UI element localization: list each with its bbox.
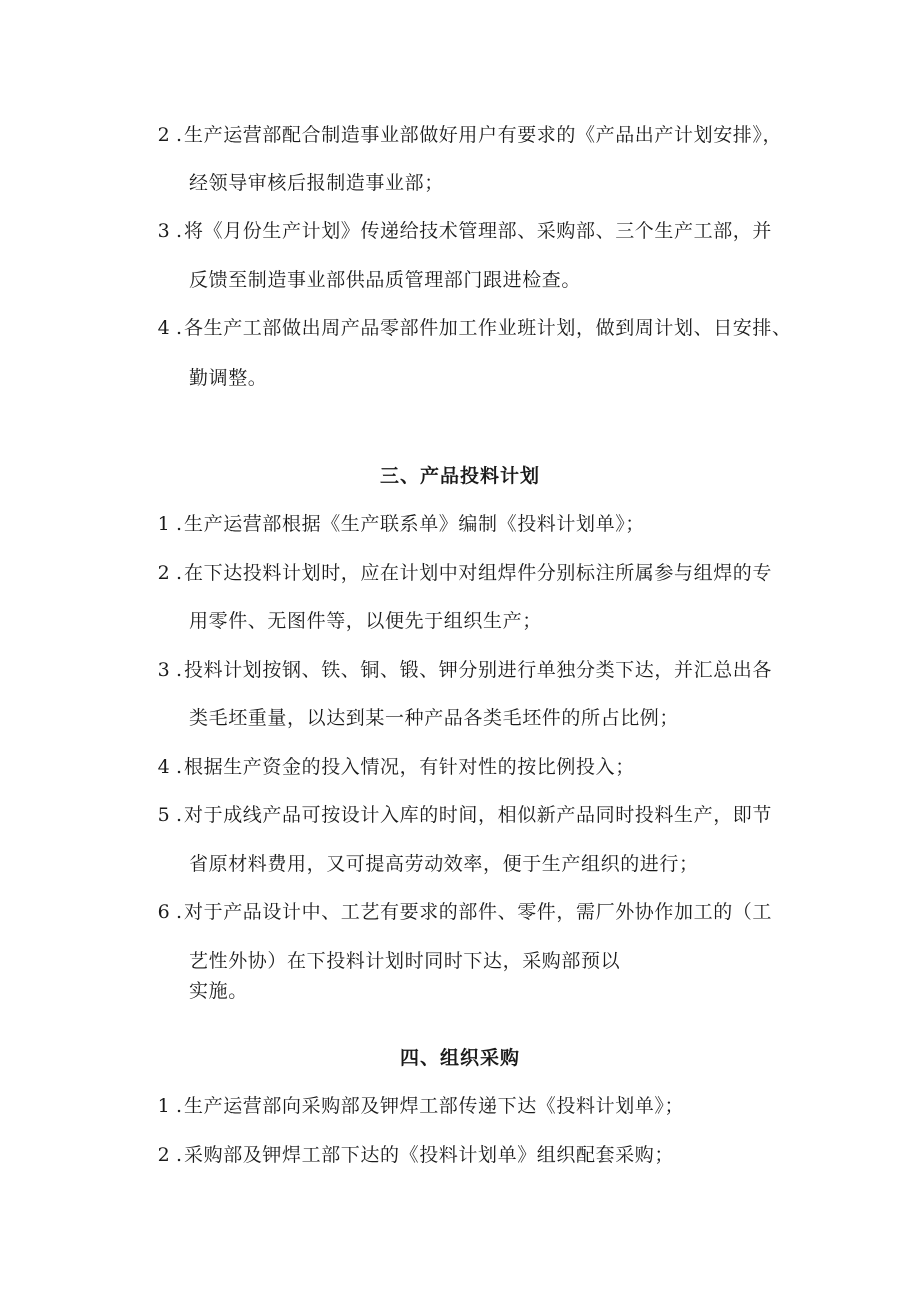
item-number: 2 <box>157 124 171 146</box>
item-line-cont: 反馈至制造事业部供品质管理部门跟进检查。 <box>189 269 582 291</box>
item-text: 对于成线产品可按设计入库的时间，相似新产品同时投料生产，即节 <box>184 804 773 826</box>
item-line: 1 .生产运营部根据《生产联系单》编制《投料计划单》； <box>152 512 645 536</box>
item-line-cont: 用零件、无图件等，以便先于组织生产； <box>189 610 542 632</box>
item-text: 对于产品设计中、工艺有要求的部件、零件，需厂外协作加工的（工 <box>184 901 773 923</box>
item-line: 2 .采购部及钾焊工部下达的《投料计划单》组织配套采购； <box>152 1143 674 1167</box>
item-number: 6 <box>157 901 171 923</box>
item-number: 4 <box>157 756 171 778</box>
item-line-cont: 省原材料费用，又可提高劳动效率，便于生产组织的进行； <box>189 853 699 875</box>
item-number: 2 <box>157 562 171 584</box>
item-line: 2 .生产运营部配合制造事业部做好用户有要求的《产品出产计划安排》， <box>152 123 782 147</box>
item-line: 3 .投料计划按钢、铁、铜、锻、钾分别进行单独分类下达，并汇总出各 <box>152 658 772 682</box>
item-line-cont: 类毛坯重量，以达到某一种产品各类毛坯件的所占比例； <box>189 707 680 729</box>
section-heading: 四、组织采购 <box>399 1047 520 1069</box>
item-line-cont: 经领导审核后报制造事业部； <box>189 172 444 194</box>
item-number: 4 <box>157 317 171 339</box>
item-line: 5 .对于成线产品可按设计入库的时间，相似新产品同时投料生产，即节 <box>152 803 772 827</box>
item-text: 生产运营部根据《生产联系单》编制《投料计划单》； <box>184 513 645 535</box>
item-line: 3 .将《月份生产计划》传递给技术管理部、采购部、三个生产工部，并 <box>152 219 772 243</box>
section-heading: 三、产品投料计划 <box>379 465 540 487</box>
item-number: 1 <box>157 513 171 535</box>
item-number: 3 <box>157 659 171 681</box>
item-line: 2 .在下达投料计划时，应在计划中对组焊件分别标注所属参与组焊的专 <box>152 561 772 585</box>
item-number: 2 <box>157 1144 171 1166</box>
item-number: 3 <box>157 220 171 242</box>
item-text: 生产运营部配合制造事业部做好用户有要求的《产品出产计划安排》， <box>184 124 783 146</box>
item-line: 4 .根据生产资金的投入情况，有针对性的按比例投入； <box>152 755 635 779</box>
item-number: 5 <box>157 804 171 826</box>
item-text: 根据生产资金的投入情况，有针对性的按比例投入； <box>184 756 635 778</box>
item-line-cont: 实施。 <box>189 980 248 1002</box>
item-text: 生产运营部向采购部及钾焊工部传递下达《投料计划单》； <box>184 1095 685 1117</box>
item-line: 4 .各生产工部做出周产品零部件加工作业班计划，做到周计划、日安排、 <box>152 316 792 340</box>
item-line-cont: 勤调整。 <box>189 367 268 389</box>
item-number: 1 <box>157 1095 171 1117</box>
item-text: 采购部及钾焊工部下达的《投料计划单》组织配套采购； <box>184 1144 675 1166</box>
item-text: 在下达投料计划时，应在计划中对组焊件分别标注所属参与组焊的专 <box>184 562 773 584</box>
item-line: 6 .对于产品设计中、工艺有要求的部件、零件，需厂外协作加工的（工 <box>152 900 772 924</box>
item-text: 将《月份生产计划》传递给技术管理部、采购部、三个生产工部，并 <box>184 220 773 242</box>
item-line: 1 .生产运营部向采购部及钾焊工部传递下达《投料计划单》； <box>152 1094 684 1118</box>
item-text: 投料计划按钢、铁、铜、锻、钾分别进行单独分类下达，并汇总出各 <box>184 659 773 681</box>
item-line-cont: 艺性外协）在下投料计划时同时下达，采购部预以 <box>189 950 621 972</box>
item-text: 各生产工部做出周产品零部件加工作业班计划，做到周计划、日安排、 <box>184 317 792 339</box>
